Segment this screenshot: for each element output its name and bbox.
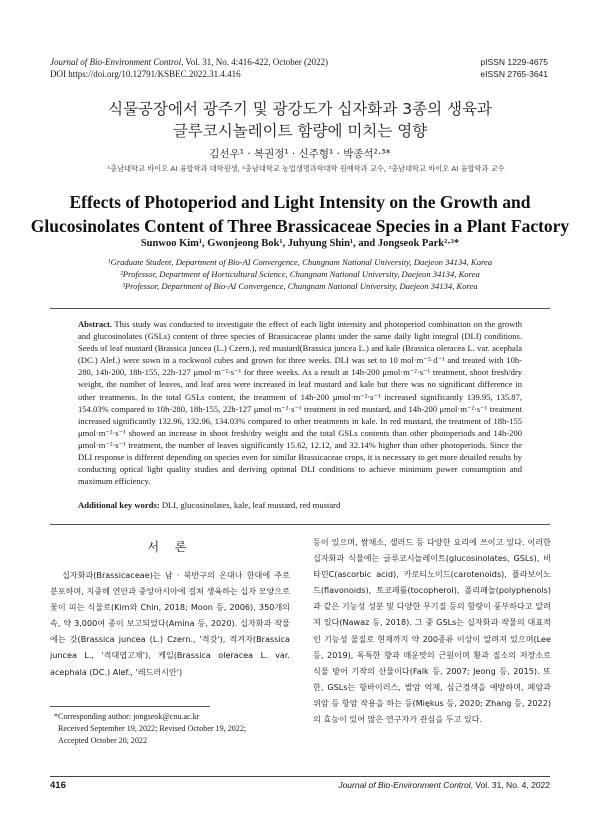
pissn: pISSN 1229-4675 [480,57,548,67]
corresponding-author: *Corresponding author: jongseok@cnu.ac.kr [54,712,200,721]
korean-title-line2: 글루코시놀레이트 함량에 미치는 영향 [172,122,428,140]
section-heading-intro: 서 론 [147,540,193,554]
journal-citation [50,56,328,68]
footer-journal [338,780,550,790]
english-authors: Sunwoo Kim¹, Gwonjeong Bok¹, Juhyung Shin¹, and Jongseok Park²·³* [140,238,460,249]
english-title [0,190,600,238]
footnote-divider [50,706,210,707]
abstract-text: This study was conducted to investigate the effect of each light intensity and photoperiod combination on the growth and glucosinolates (GSLs) content of three species of Brassicaceae plants under the same daily light integral (DLI) conditions. Seeds of leaf mustard (Brassica juncea (L.) Czern.), red mustard(Brassica juncea L.) and kale (Brassica oleracea L. var. acephala (DC.) Alef.) were sown in a rockwool cubes and grown for three weeks. DLI was set to 10 mol·m⁻²·d⁻¹ and treated with 10h-280, 14h-200, 18h-155, 22h-127 μmol·m⁻²·s⁻¹ for three weeks. As a result at 14h-200 μmol·m⁻²·s⁻¹ treatment, shoot fresh/dry weight, the number of leaves, and leaf area were increased in leaf mustard and kale but there was no significant difference in other treatments. In the total GSLs content, the treatment of 14h-200 μmol·m⁻²·s⁻¹ increased significantly 139.95, 135.87, 154.03% compared to 10h-280, 18h-155, 22h-127 μmol·m⁻²·s⁻¹ treatment in red mustard, and 14h-200 μmol·m⁻²·s⁻¹ treatment increased significantly 132.96, 132.96, 134.03% compared to other treatments in kale. In red mustard, the treatment of 18h-155 μmol·m⁻²·s⁻¹ showed an increase in shoot fresh/dry weight and the total GSLs contents than other photoperiods and 14h-200 μmol·m⁻²·s⁻¹ treatment, the number of leaves significantly 15.62, 12.12, and 32.14% higher than other photoperiods. Since the DLI response is different depending on species even for similar Brassicaceae crops, it is necessary to get more detailed results by conducting optical light quality studies and deriving optimal DLI conditions to achieve minimum power consumption and maximum efficiency. [78,319,522,487]
affiliation-2: ²Professor, Department of Horticultural Science, Chungnam National University, Daejeon 34134, Korea [120,269,480,279]
abstract [78,318,522,487]
intro-paragraph-right: 등이 있으며, 쌈채소, 샐러드 등 다양한 요리에 쓰이고 있다. 이러한 십자화과 식물에는 글루코시놀레이트(glucosinolates, GSLs), 비타민C(ascorbic acid), 카로티노이드(carotenoids), 플라보이노드(flavonoids), 토코페롤(tocopherol), 폴리페놀(polyphenols)과 같은 기능성 성분 및 다양한 무기질 등의 함량이 풍부하다고 알려져 있다(Nawaz 등, 2018). 그 중 GSLs는 십자화과 작물의 대표적인 기능성 물질로 현재까지 약 200종류 이상이 알려져 있으며(Lee 등, 2019), 독특한 향과 매운맛의 근원이며 황과 질소의 저장소로 식물 방어 기작의 산물이다(Falk 등, 2007; Jeong 등, 2015). 또한, GSLs는 항바이러스, 발암 억제, 심근경색을 예방하며, 폐암과 위암 등 항암 작용을 하는 등(Miękus 등, 2020; Zhang 등, 2022)의 효능이 있어 많은 연구자가 관심을 두고 있다. [313,537,551,725]
affiliation-3: ³Professor, Department of Bio-AI Convergence, Chungnam National University, Daejeon 34134, Korea [122,281,478,291]
left-column [50,534,290,680]
english-affiliations [0,256,600,292]
divider-top [50,308,550,309]
intro-paragraph-left: 십자화과(Brassicaceae)는 남 · 북반구의 온대나 한대에 주로 분포하며, 지중해 연안과 중앙아시아에 걸쳐 생육하는 십자 모양으로 꽃이 피는 식물로(Kim와 Chin, 2018; Moon 등, 2006), 350개의 속, 약 3,000여 종이 보고되었다(Amina 등, 2020). 십자화과 작물에는 갓(Brassica juncea (L.) Czern., '적갓'), 적겨자(Brassica juncea L., '적대엽고채'), 케일(Brassica oleracea L. var. acephala (DC.) Alef., '레드러시안') [50,570,290,677]
korean-authors: 김선우¹ · 복권정¹ · 신주형¹ · 박종석²·³* [209,148,391,160]
korean-affiliations: ¹충남대학교 바이오 AI 융합학과 대학원생, ²충남대학교 농업생명과학대학 원예학과 교수, ³충남대학교 바이오 AI 융합학과 교수 [107,164,505,173]
abstract-label: Abstract. [78,319,112,329]
accepted-date: Accepted October 20, 2022 [58,735,147,745]
journal-name: Journal of Bio-Environment Control [50,57,182,67]
issn-block [480,56,548,80]
keywords-label: Additional key words: [78,500,160,510]
english-title-line2: Glucosinolates Content of Three Brassicaceae Species in a Plant Factory [30,216,570,236]
footnote [54,711,294,746]
citation-detail: , Vol. 31, No. 4:416-422, October (2022) [181,57,328,67]
keywords [78,500,522,510]
korean-title-line1: 식물공장에서 광주기 및 광강도가 십자화과 3종의 생육과 [108,100,492,118]
journal-header [50,56,328,80]
affiliation-1: ¹Graduate Student, Department of Bio-AI Convergence, Chungnam National University, Daejeon 34134, Korea [107,257,493,267]
divider-bottom [50,524,550,525]
eissn: eISSN 2765-3641 [480,69,548,79]
korean-title [0,98,600,142]
right-column [313,534,551,727]
page-number: 416 [50,780,66,791]
footer-journal-name: Journal of Bio-Environment Control [338,780,471,790]
footer-citation: , Vol. 31, No. 4, 2022 [470,780,550,790]
received-date: Received September 19, 2022; Revised October 19, 2022; [58,723,247,733]
doi-link[interactable]: DOI https://doi.org/10.12791/KSBEC.2022.31.4.416 [50,69,241,79]
english-title-line1: Effects of Photoperiod and Light Intensity on the Growth and [69,192,531,212]
keywords-text: DLI, glucosinolates, kale, leaf mustard, red mustard [161,500,341,510]
footer-divider [50,776,550,777]
